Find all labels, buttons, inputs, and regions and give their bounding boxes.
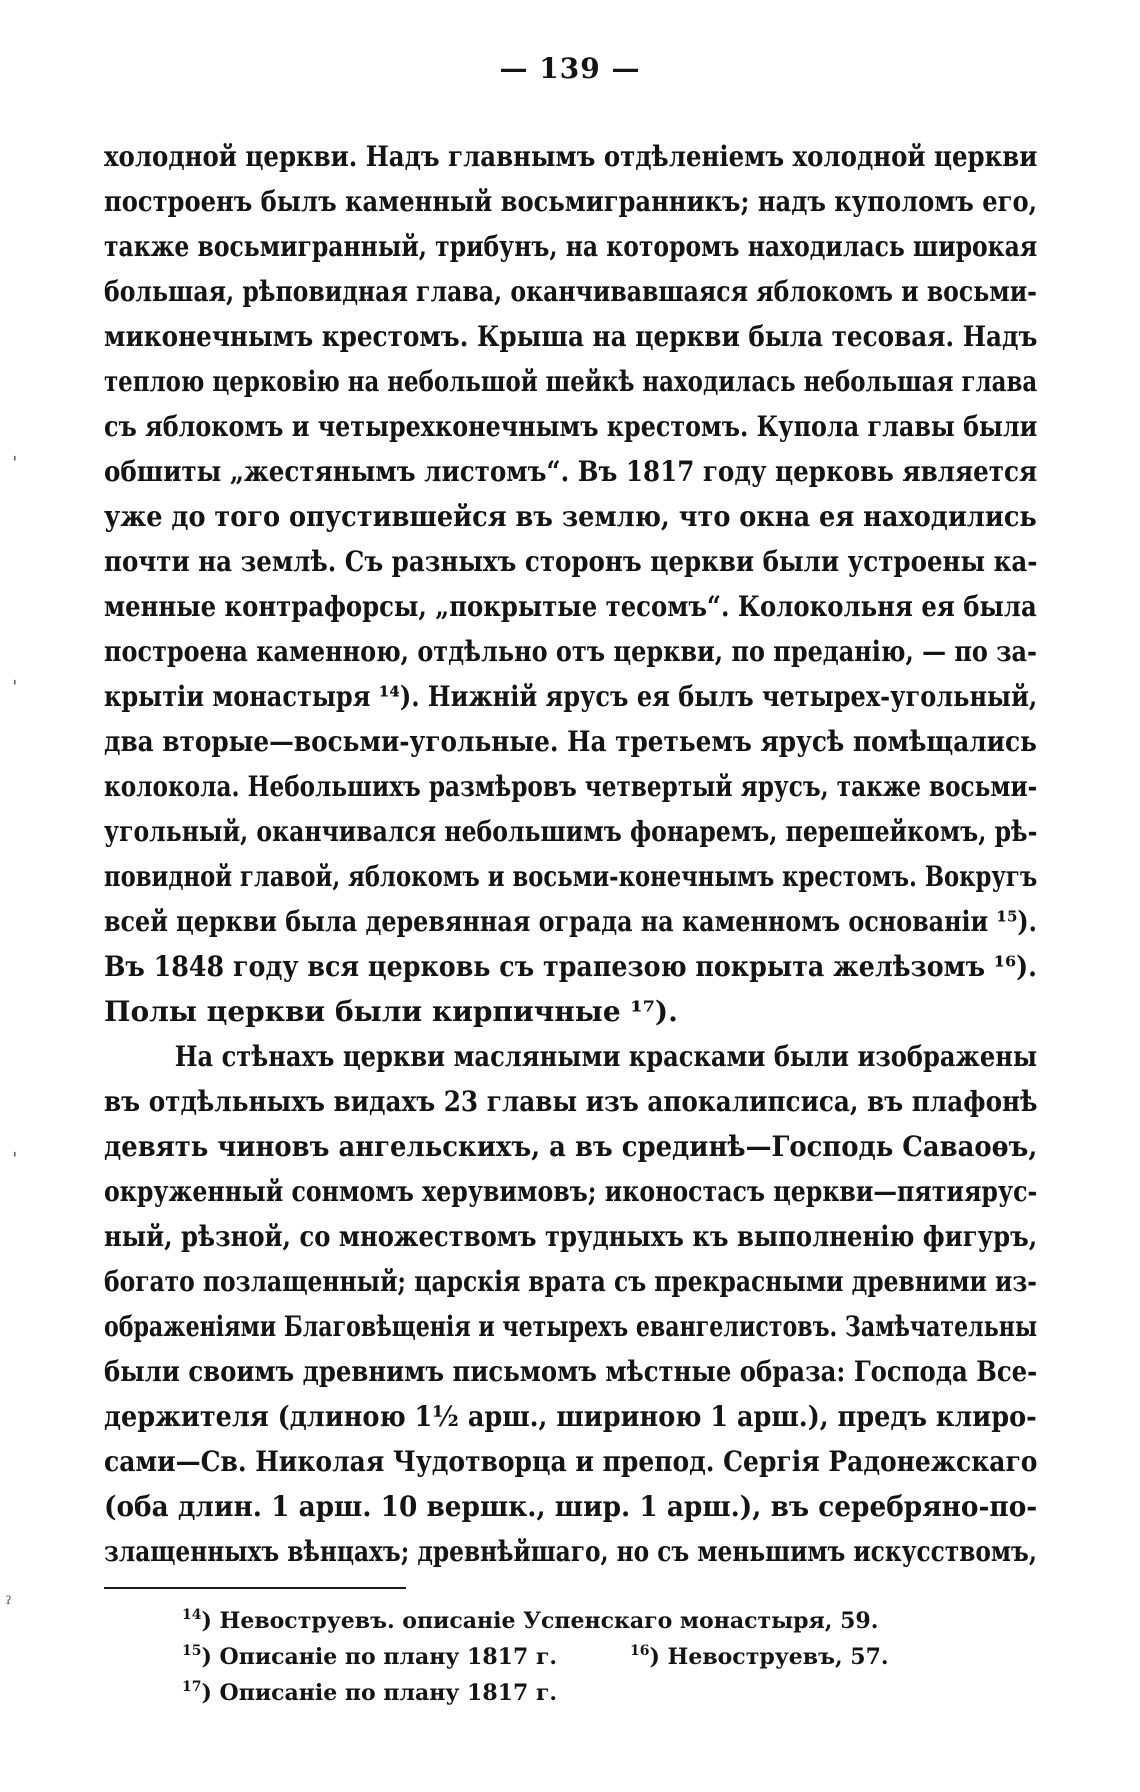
text-line: большая, рѣповидная глава, оканчивавшаяся яблокомъ и восьми- [104,275,1037,308]
text-line: построенъ былъ каменный восьмигранникъ; надъ куполомъ его, [104,185,1038,218]
text-line: богато позлащенный; царскія врата съ прекрасными древними из- [104,1265,1037,1298]
footnote-14 [182,1598,878,1638]
text-line: Въ 1848 году вся церковь съ трапезою покрыта желѣзомъ ¹⁶). [104,950,1037,983]
margin-speck: ˈ [12,1148,18,1172]
text-line: въ отдѣльныхъ видахъ 23 главы изъ апокалипсиса, въ плафонѣ [104,1085,1038,1118]
footnote-mark: 17 [182,1679,202,1695]
text-line: колокола. Небольшихъ размѣровъ четвертый ярусъ, также восьми- [104,770,1038,803]
footnote-text: ) Невоструевъ. описаніе Успенскаго монастыря, 59. [201,1608,879,1634]
text-line: съ яблокомъ и четырехконечнымъ крестомъ. Купола главы были [104,410,1038,443]
footnote-text: ) Описаніе по плану 1817 г. [201,1680,558,1706]
paragraph-start-line: На стѣнахъ церкви масляными красками были изображены [174,1040,1038,1073]
text-line: всей церкви была деревянная ограда на каменномъ основаніи ¹⁵). [104,905,1037,938]
footnote-mark: 14 [182,1607,202,1623]
footnote-17 [182,1670,557,1710]
page-number: — 139 — [499,52,641,85]
text-line: также восьмигранный, трибунъ, на которомъ находилась широкая [104,230,1038,263]
footnote-text: ) Описаніе по плану 1817 г. [201,1644,558,1670]
text-line: обшиты „жестянымъ листомъ“. Въ 1817 году церковь является [104,455,1038,488]
text-line: были своимъ древнимъ письмомъ мѣстные образа: Господа Все- [104,1355,1038,1388]
footnote-text: ) Невоструевъ, 57. [649,1644,889,1670]
text-line: крытіи монастыря ¹⁴). Нижній ярусъ ея былъ четырех-угольный, [104,680,1038,713]
text-line: почти на землѣ. Съ разныхъ сторонъ церкви были устроены ка- [104,545,1038,578]
text-line: менные контрафорсы, „покрытые тесомъ“. Колокольня ея была [104,590,1037,623]
footnote-mark: 16 [630,1643,650,1659]
text-line: девять чиновъ ангельскихъ, а въ срединѣ—Господь Саваоѳъ, [104,1130,1038,1163]
footnote-mark: 15 [182,1643,202,1659]
footnote-15 [182,1634,557,1674]
text-line: окруженный сонмомъ херувимовъ; иконостасъ церкви—пятиярус- [104,1175,1038,1208]
text-line: два вторые—восьми-угольные. На третьемъ ярусѣ помѣщались [104,725,1037,758]
margin-speck: ˀ [6,1592,12,1616]
text-line: построена каменною, отдѣльно отъ церкви, по преданію, — по за- [104,635,1037,668]
text-line: злащенныхъ вѣнцахъ; древнѣйшаго, но съ меньшимъ искусствомъ, [104,1535,1037,1568]
text-line: теплою церковію на небольшой шейкѣ находилась небольшая глава [104,365,1038,398]
text-line: Полы церкви были кирпичные ¹⁷). [104,995,678,1028]
text-line: (оба длин. 1 арш. 10 вершк., шир. 1 арш.), въ серебряно-по- [104,1490,1038,1523]
text-line: ображеніями Благовѣщенія и четырехъ евангелистовъ. Замѣчательны [104,1310,1038,1343]
footnote-16 [630,1634,889,1674]
text-line: держителя (длиною 1½ арш., шириною 1 арш.), предъ клиро- [104,1400,1037,1433]
margin-speck: ˈ [12,452,18,476]
text-line: холодной церкви. Надъ главнымъ отдѣленіемъ холодной церкви [104,140,1038,173]
text-line: миконечнымъ крестомъ. Крыша на церкви была тесовая. Надъ [104,320,1038,353]
text-line: угольный, оканчивался небольшимъ фонаремъ, перешейкомъ, рѣ- [104,815,1038,848]
body-text [104,134,1037,1574]
margin-speck: ˈ [12,676,18,700]
text-line: повидной главой, яблокомъ и восьми-конечнымъ крестомъ. Вокругъ [104,860,1038,893]
footnote-divider [104,1587,406,1589]
text-line: сами—Св. Николая Чудотворца и препод. Сергія Радонежскаго [104,1445,1038,1478]
text-line: ный, рѣзной, со множествомъ трудныхъ къ выполненію фигуръ, [104,1220,1038,1253]
text-line: уже до того опустившейся въ землю, что окна ея находились [104,500,1037,533]
